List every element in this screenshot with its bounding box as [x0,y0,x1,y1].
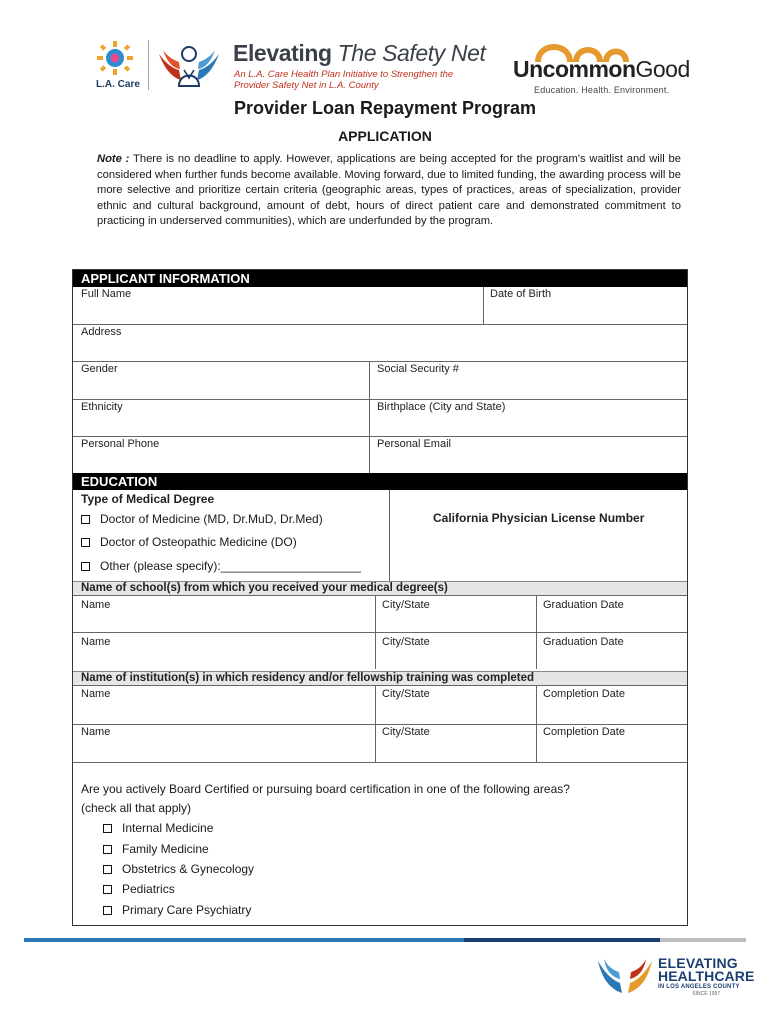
degree-option-other[interactable] [81,559,361,573]
header-divider [148,40,149,90]
divider [73,632,687,633]
specialty-label: Family Medicine [122,842,209,856]
dob-label: Date of Birth [490,288,552,300]
eh-line3: IN LOS ANGELES COUNTY [658,984,740,990]
institution-city-label: City/State [382,726,430,738]
elevating-safety-net-title [233,40,485,67]
institution-city-label: City/State [382,688,430,700]
divider [73,595,687,596]
checkbox-icon[interactable] [103,885,112,894]
divider [73,685,687,686]
ets-title-bold: Elevating [233,40,332,66]
checkbox-icon[interactable] [81,515,90,524]
checkbox-icon[interactable] [103,824,112,833]
uncommon-good-name [513,56,690,83]
specialty-pediatrics[interactable] [103,882,175,896]
ets-title-italic: The Safety Net [337,40,486,66]
elevating-safety-net-subtitle: An L.A. Care Health Plan Initiative to Strengthen the Provider Safety Net in L.A. County [234,69,454,91]
degree-option-do[interactable] [81,535,297,549]
address-label: Address [81,326,122,338]
note-paragraph [97,152,681,230]
divider [389,490,390,581]
footer-bar-grey [660,938,746,942]
degree-option-label: Doctor of Osteopathic Medicine (DO) [100,535,297,549]
divider [369,436,370,473]
divider [73,399,687,400]
specialty-label: Pediatrics [122,882,175,896]
checkbox-icon[interactable] [103,865,112,874]
uc-name-regular: Good [635,56,690,82]
graduation-date-label: Graduation Date [543,636,624,648]
degree-option-label: Other (please specify):_____________________ [100,559,361,573]
divider [73,361,687,362]
divider [73,724,687,725]
eh-line4: SINCE 1997 [692,991,721,997]
footer-bar-blue [24,938,464,942]
uncommon-good-tagline: Education. Health. Environment. [534,85,670,95]
license-number-label: California Physician License Number [433,511,645,525]
email-label: Personal Email [377,438,451,450]
ethnicity-label: Ethnicity [81,401,123,413]
page-title: Provider Loan Repayment Program [233,98,537,118]
birthplace-label: Birthplace (City and State) [377,401,506,413]
checkbox-icon[interactable] [81,538,90,547]
residency-subheading: Name of institution(s) in which residency and/or fellowship training was completed [81,672,535,684]
divider [483,287,484,324]
divider [73,762,687,763]
completion-date-label: Completion Date [543,688,625,700]
divider [73,436,687,437]
school-city-label: City/State [382,599,430,611]
footer-bar-navy [464,938,660,942]
elevating-healthcare-wordmark [658,957,754,997]
education-section-heading: EDUCATION [73,473,687,490]
elevating-healthcare-emblem [596,955,654,997]
specialty-label: Primary Care Psychiatry [122,903,252,917]
lacare-label: L.A. Care [96,79,140,90]
graduation-date-label: Graduation Date [543,599,624,611]
specialty-obgyn[interactable] [103,862,254,876]
phone-label: Personal Phone [81,438,160,450]
applicant-section-heading: APPLICANT INFORMATION [73,270,687,287]
full-name-label: Full Name [81,288,132,300]
checkbox-icon[interactable] [103,845,112,854]
board-hint: (check all that apply) [81,801,192,815]
eh-line1: ELEVATING [658,955,738,971]
gender-label: Gender [81,363,118,375]
page-subtitle: APPLICATION [338,128,432,144]
degree-option-label: Doctor of Medicine (MD, Dr.MuD, Dr.Med) [100,512,323,526]
specialty-label: Obstetrics & Gynecology [122,862,255,876]
completion-date-label: Completion Date [543,726,625,738]
checkbox-icon[interactable] [103,906,112,915]
degree-type-label: Type of Medical Degree [81,492,215,506]
school-name-label: Name [81,599,111,611]
specialty-internal-medicine[interactable] [103,821,213,835]
institution-name-label: Name [81,688,111,700]
specialty-label: Internal Medicine [122,821,214,835]
schools-subheading: Name of school(s) from which you received your medical degree(s) [81,582,448,594]
board-question: Are you actively Board Certified or pursuing board certification in one of the following areas? [81,782,570,796]
specialty-psychiatry[interactable] [103,903,251,917]
school-city-label: City/State [382,636,430,648]
note-label: Note : [97,153,130,165]
school-name-label: Name [81,636,111,648]
application-form [72,269,688,926]
degree-option-md[interactable] [81,512,323,526]
ssn-label: Social Security # [377,363,459,375]
uc-name-bold: Uncommon [513,56,636,82]
elevating-safety-net-emblem [155,40,223,92]
note-text: There is no deadline to apply. However, applications are being accepted for the program's waitlist and will be considered when further funds become available. Moving forward, due to limited funding, the awarding process will be more selective and prioritize certain criteria (geographic areas, types of practices, areas of specialization, provider ethnic and cultural background, amount of debt, hours of direct patient care and demonstrated commitment to practicing in underserved communities), which are underfunded by the program. [97,153,681,228]
divider [73,324,687,325]
institution-name-label: Name [81,726,111,738]
specialty-family-medicine[interactable] [103,842,209,856]
eh-line2: HEALTHCARE [658,968,755,984]
checkbox-icon[interactable] [81,562,90,571]
